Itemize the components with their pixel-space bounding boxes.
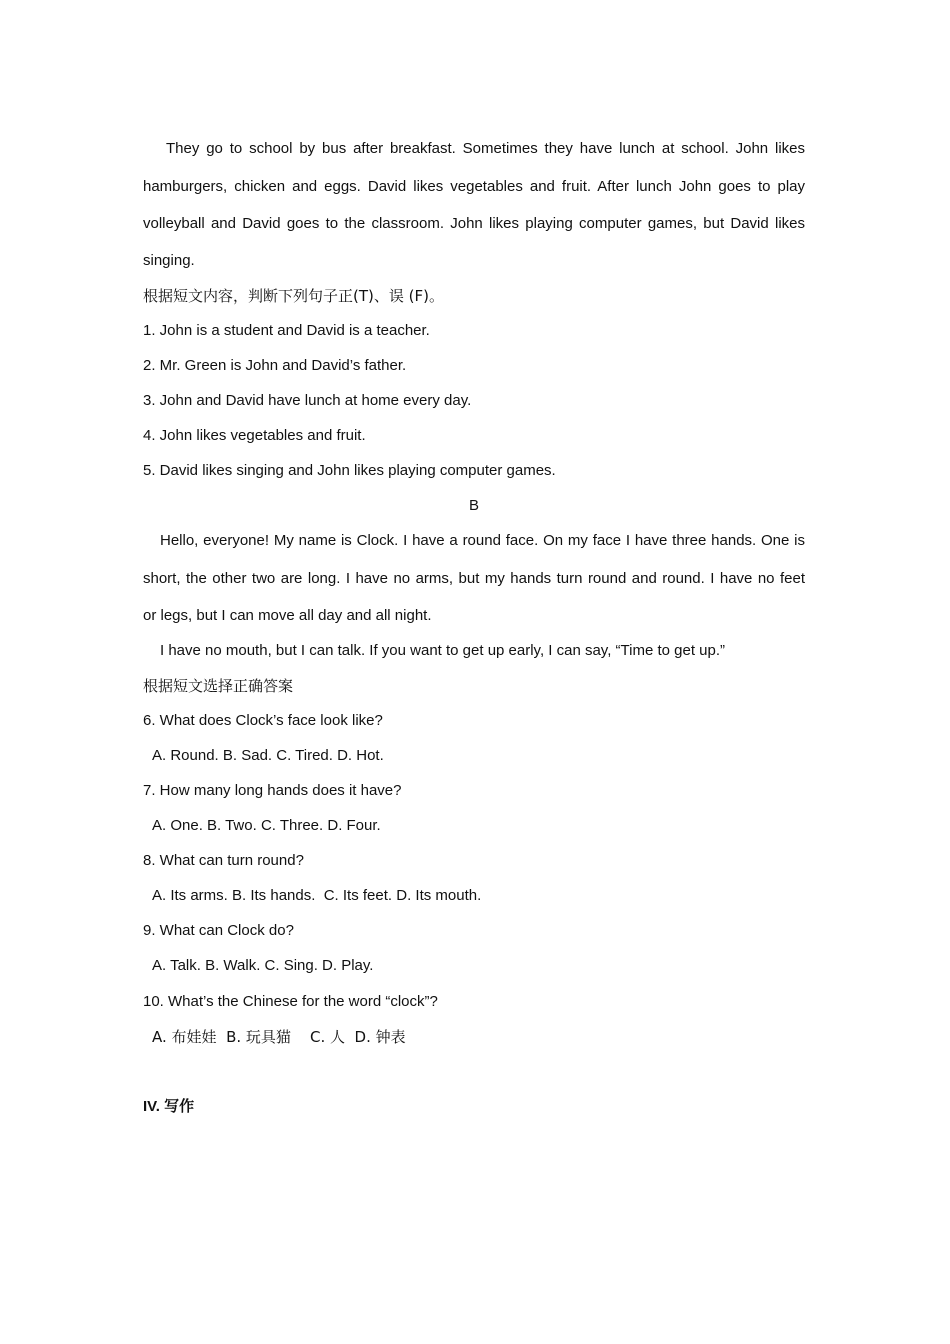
question-5: 5. David likes singing and John likes playing computer games. bbox=[143, 462, 556, 479]
question-1: 1. John is a student and David is a teacher. bbox=[143, 322, 430, 339]
options-8: A. Its arms. B. Its hands. C. Its feet. D. Its mouth. bbox=[152, 887, 482, 904]
passage-a-line: singing. bbox=[143, 252, 195, 269]
instruction-true-false: 根据短文内容，判断下列句子正(T)、误 (F)。 bbox=[143, 287, 444, 305]
passage-a-line: They go to school by bus after breakfast. Sometimes they have lunch at school. John likes bbox=[166, 140, 805, 157]
question-6: 6. What does Clock’s face look like? bbox=[143, 712, 383, 729]
options-10: A. 布娃娃 B. 玩具猫 C. 人 D. 钟表 bbox=[152, 1028, 406, 1046]
options-6: A. Round. B. Sad. C. Tired. D. Hot. bbox=[152, 747, 384, 764]
section-iv-heading: IV. 写作 bbox=[143, 1098, 195, 1115]
question-2: 2. Mr. Green is John and David’s father. bbox=[143, 357, 407, 374]
passage-a-line: volleyball and David goes to the classroom. John likes playing computer games, but David likes bbox=[143, 215, 805, 232]
options-7: A. One. B. Two. C. Three. D. Four. bbox=[152, 817, 381, 834]
question-4: 4. John likes vegetables and fruit. bbox=[143, 427, 366, 444]
passage-a-line: hamburgers, chicken and eggs. David likes vegetables and fruit. After lunch John goes to play bbox=[143, 178, 805, 195]
passage-b-heading: B bbox=[468, 497, 479, 514]
passage-b-line: short, the other two are long. I have no arms, but my hands turn round and round. I have no feet bbox=[143, 570, 805, 587]
question-9: 9. What can Clock do? bbox=[143, 922, 294, 939]
question-10: 10. What’s the Chinese for the word “clock”? bbox=[143, 993, 438, 1010]
passage-b-line: or legs, but I can move all day and all night. bbox=[143, 607, 432, 624]
question-7: 7. How many long hands does it have? bbox=[143, 782, 402, 799]
passage-b-line: I have no mouth, but I can talk. If you want to get up early, I can say, “Time to get up.” bbox=[160, 642, 726, 659]
instruction-choose: 根据短文选择正确答案 bbox=[143, 677, 294, 695]
question-3: 3. John and David have lunch at home every day. bbox=[143, 392, 472, 409]
question-8: 8. What can turn round? bbox=[143, 852, 304, 869]
passage-b-line: Hello, everyone! My name is Clock. I have a round face. On my face I have three hands. One is bbox=[160, 532, 805, 549]
options-9: A. Talk. B. Walk. C. Sing. D. Play. bbox=[152, 957, 374, 974]
